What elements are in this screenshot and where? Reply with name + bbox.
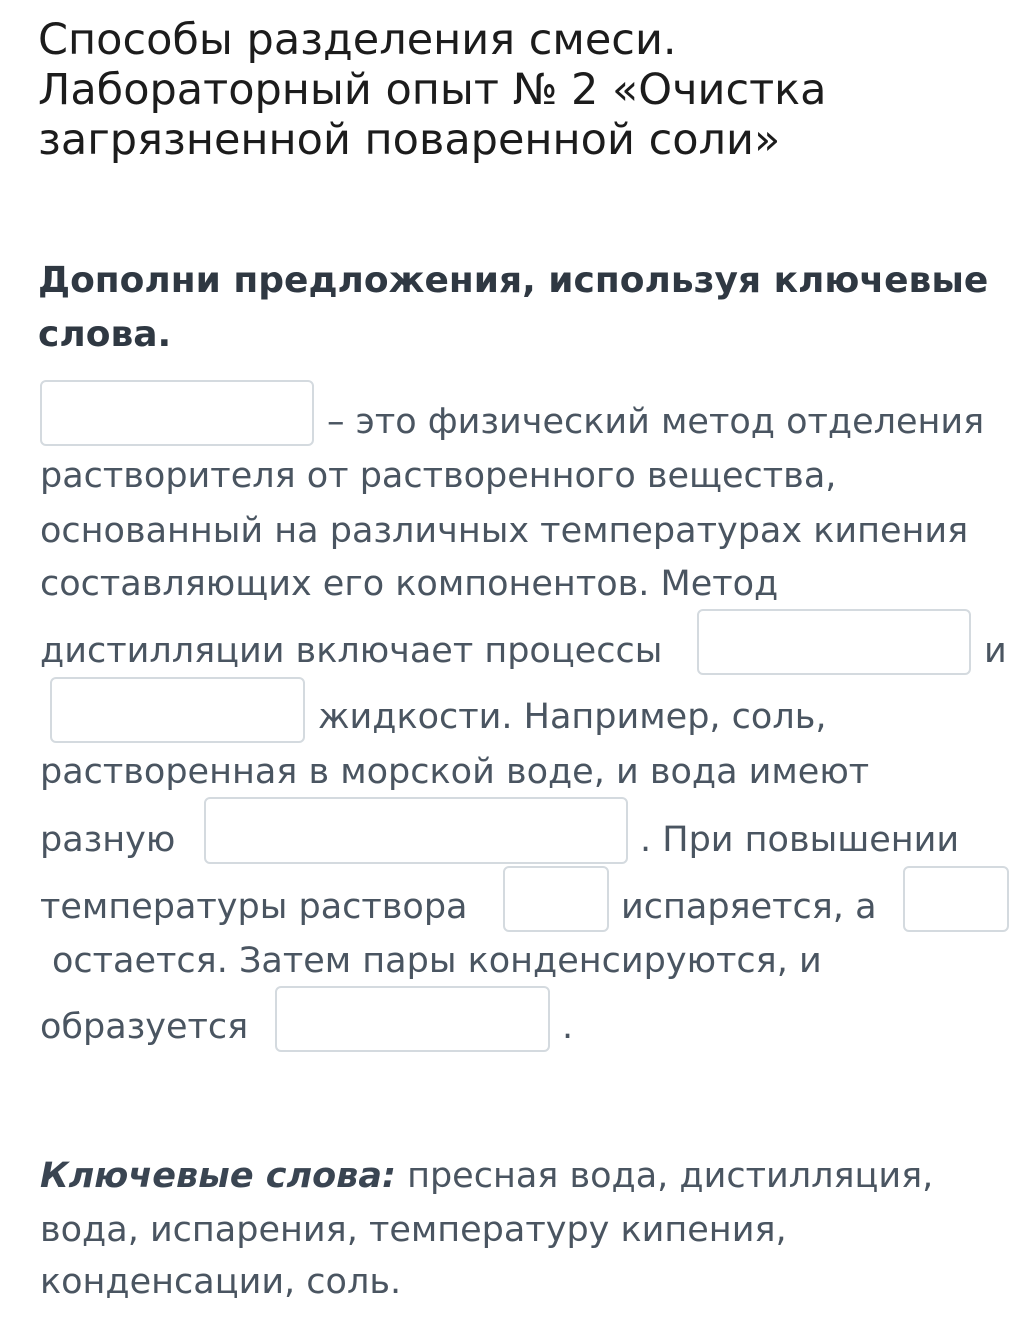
answer-blank-7[interactable] xyxy=(275,986,550,1052)
task-instruction-line-2: слова. xyxy=(38,314,172,355)
sentence-conjunction-and: и xyxy=(984,631,1007,671)
answer-blank-5[interactable] xyxy=(503,866,609,932)
sentence-line-3: основанный на различных температурах кипения xyxy=(40,511,969,551)
page-title-line-2: Лабораторный опыт № 2 «Очистка xyxy=(38,65,827,115)
keywords-label: Ключевые слова: xyxy=(40,1156,396,1196)
task-instruction-line-1: Дополни предложения, используя ключевые xyxy=(38,260,989,301)
sentence-line-5: дистилляции включает процессы xyxy=(40,631,663,671)
sentence-line-6: жидкости. Например, соль, xyxy=(318,697,827,737)
sentence-line-8a: разную xyxy=(40,820,176,860)
sentence-line-9b: испаряется, а xyxy=(621,887,877,927)
answer-blank-6[interactable] xyxy=(903,866,1009,932)
sentence-line-7: растворенная в морской воде, и вода имеют xyxy=(40,752,870,792)
sentence-line-11a: образуется xyxy=(40,1007,249,1047)
keywords-line-1 xyxy=(40,1156,933,1196)
sentence-line-2: растворителя от растворенного вещества, xyxy=(40,456,837,496)
sentence-line-9a: температуры раствора xyxy=(40,887,468,927)
keywords-line-2: вода, испарения, температуру кипения, xyxy=(40,1210,787,1250)
keywords-list-part-1: пресная вода, дистилляция, xyxy=(395,1156,934,1196)
answer-blank-2[interactable] xyxy=(697,609,971,675)
answer-blank-3[interactable] xyxy=(50,677,305,743)
sentence-segment-1: – это физический метод отделения xyxy=(327,402,985,442)
answer-blank-4[interactable] xyxy=(204,797,628,864)
sentence-line-4: составляющих его компонентов. Метод xyxy=(40,564,779,604)
page-title-line-1: Способы разделения смеси. xyxy=(38,15,677,65)
sentence-line-8b: . При повышении xyxy=(640,820,960,860)
sentence-line-11b: . xyxy=(562,1007,574,1047)
keywords-line-3: конденсации, соль. xyxy=(40,1262,402,1302)
sentence-line-10: остается. Затем пары конденсируются, и xyxy=(52,941,822,981)
answer-blank-1[interactable] xyxy=(40,380,314,446)
page-title-line-3: загрязненной поваренной соли» xyxy=(38,115,781,165)
